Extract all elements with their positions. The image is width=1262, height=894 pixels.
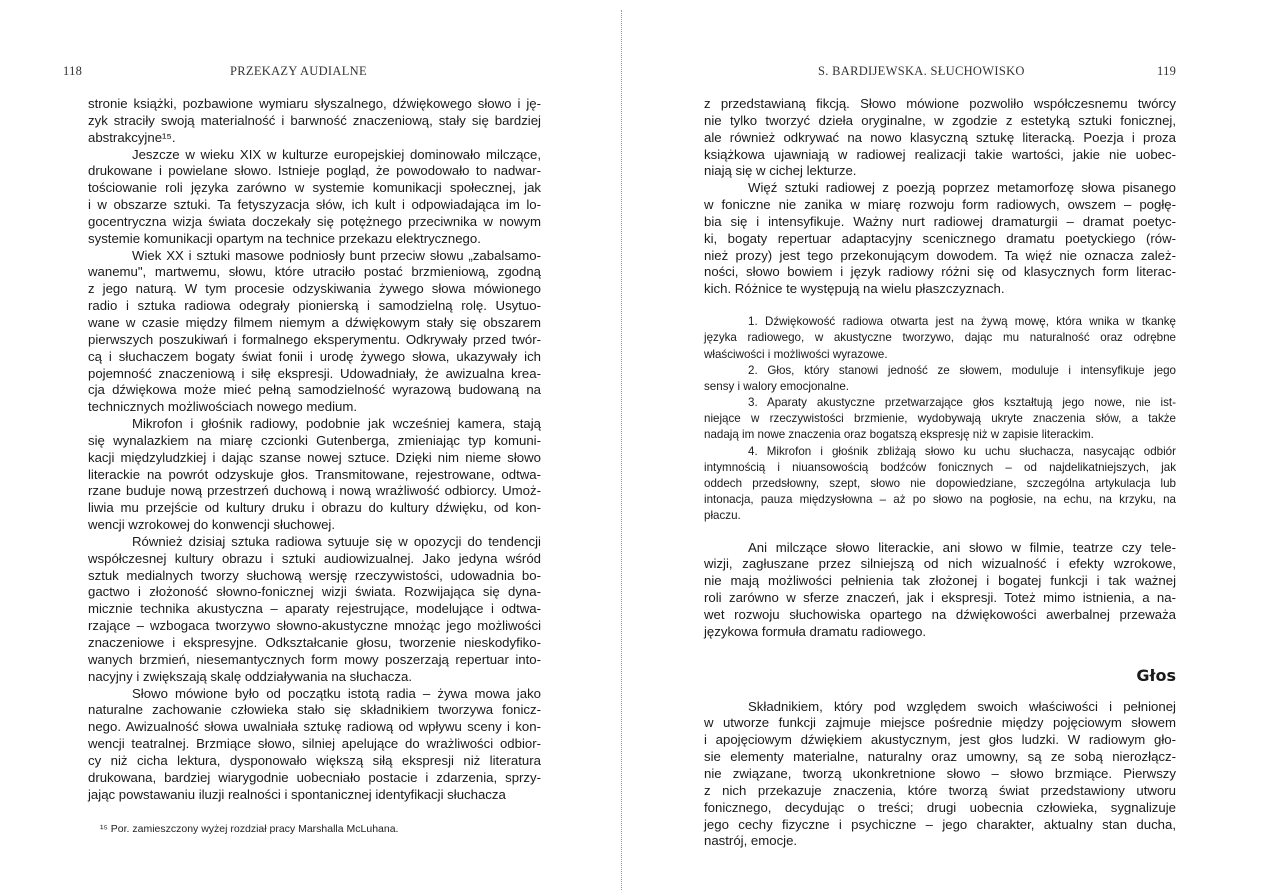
text-line: ale również odkrywać na nowo klasyczną sztukę literacką. Poezja i proza <box>704 129 1176 145</box>
text-line: wane w czasie między filmem niemym a dźwiękowym stały się obszarem <box>88 314 541 330</box>
paragraph <box>88 147 541 248</box>
text-line: wanych brzmień, niesemantycznych form mowy poszerzają repertuar into- <box>88 651 541 667</box>
paragraph <box>704 395 1176 444</box>
text-line: tościowanie roli języka zarówno w systemie komunikacji społecznej, jak <box>88 180 541 196</box>
text-line: intonacja, pauza międzysłowna – aż po słowo na pogłosie, na echu, na krzyku, na <box>704 493 1176 507</box>
paragraph <box>88 248 541 416</box>
paragraph <box>88 96 541 147</box>
paragraph <box>704 699 1176 851</box>
text-line: cy niż cicha lektura, dysponowało większą siłą ekspresji niż literatura <box>88 752 541 768</box>
text-line: radio i sztuka radiowa odegrały pionierską i samodzielną rolę. Usytuo- <box>88 298 541 314</box>
text-line: z jego naturą. W tym procesie odzyskiwania żywego słowa mówionego <box>88 281 541 297</box>
page-number: 118 <box>63 64 83 78</box>
text-line: znaczeniowe i ekspresyjne. Odkształcanie głosu, tworzenie nieskodyfiko- <box>88 635 541 650</box>
text-line: roli zarówno w sferze znaczeń, jak i ekspresji. Toteż mimo istnienia, a na- <box>704 590 1176 606</box>
text-line: płaczu. <box>704 509 741 523</box>
text-line: nie związane, tworzą ukonkretnione słowo – słowo brzmiące. Pierwszy <box>704 766 1176 781</box>
text-line: cja dźwiękowa może mieć pełną samodzielność wyrazową budowaną na <box>88 382 541 398</box>
footnote: ¹⁵ Por. zamieszczony wyżej rozdział pracy Marshalla McLuhana. <box>100 823 399 835</box>
paragraphs-mid <box>704 540 1176 641</box>
paragraph <box>88 416 541 534</box>
paragraph <box>704 363 1176 395</box>
text-line: z nich przekazuje znaczenia, które tworzą świat przedstawiony utworu <box>704 782 1176 798</box>
text-line: intymnością i niuansowością bodźców fonicznych – od najdelikatniejszych, jak <box>704 460 1176 474</box>
text-line: jego cechy fizyczne i psychiczne – jego charakter, aktualny stan ducha, <box>704 816 1176 832</box>
text-line: Jeszcze w wieku XIX w kulturze europejskiej dominowało milczące, <box>132 146 541 162</box>
text-line: Składnikiem, który pod względem swoich właściwości i pełnionej <box>748 698 1176 714</box>
text-line: 3. Aparaty akustyczne przetwarzające głos kształtują jego nowe, nie ist- <box>748 396 1176 410</box>
text-line: Wiek XX i sztuki masowe podniosły bunt przeciw słowu „zabalsamo- <box>132 247 541 263</box>
text-line: wet rozwoju słuchowiska opartego na dźwiękowości awerbalnej przeważa <box>704 606 1176 622</box>
text-line: rzające – wzbogaca tworzywo słowno-akustyczne mnożąc jego możliwości <box>88 618 541 634</box>
text-line: niejące w rzeczywistości brzmienie, wydobywają ukryte znaczenia słów, a także <box>704 412 1176 426</box>
text-line: w foniczne nie zanika w miarę rozwoju form radiowych, owszem – pogłę- <box>704 197 1176 213</box>
text-line: abstrakcyjne¹⁵. <box>88 129 176 145</box>
paragraph <box>704 314 1176 363</box>
running-head: PRZEKAZY AUDIALNE <box>230 64 367 78</box>
paragraph <box>88 686 541 804</box>
numbered-list <box>704 314 1176 524</box>
text-line: gactwo i złożoność słowno-fonicznej wizji świata. Rozwijająca się dyna- <box>88 584 541 600</box>
text-line: drukowane i powielane słowo. Istnieje pogląd, że powodowało to nadwar- <box>88 163 541 179</box>
text-line: jając powstawaniu iluzji realności i spontanicznej identyfikacji słuchacza <box>88 786 506 802</box>
paragraph <box>704 180 1176 298</box>
text-line: Słowo mówione było od początku istotą radia – żywa mowa jako <box>132 685 541 701</box>
text-line: micznie technika akustyczna – aparaty rejestrujące, modelujące i odtwa- <box>88 601 541 617</box>
text-line: wizji, zagłuszane przez silniejszą od nich wizualność i efekty wzrokowe, <box>704 556 1176 572</box>
text-line: oddech przedsłowny, szept, słowo nie dopowiedziane, szczególna artykulacja lub <box>704 477 1176 490</box>
text-line: naturalne zachowanie człowieka stało się składnikiem tworzywa fonicz- <box>88 702 541 718</box>
text-line: językowa formuła dramatu radiowego. <box>704 623 927 639</box>
book-gutter <box>621 10 622 890</box>
text-line: języka radiowego, w akustyczne tworzywo, dając mu naturalność oraz odrębne <box>704 331 1176 345</box>
text-line: systemie komunikacji opartym na technice przekazu elektrycznego. <box>88 230 481 246</box>
text-line: nie mają możliwości pełnienia tak złożonej i bogatej funkcji i tak ważnej <box>704 573 1176 589</box>
text-line: nie tylko tworzyć dzieła oryginalne, w zgodzie z estetyką sztuki fonicznej, <box>704 112 1176 128</box>
text-line: i w obszarze sztuki. Ta fetyszyzacja słów, ich kult i odpowiadająca im lo- <box>88 197 541 213</box>
paragraph <box>704 540 1176 641</box>
text-line: Więź sztuki radiowej z poezją poprzez metamorfozę słowa pisanego <box>748 180 1176 196</box>
paragraph <box>88 534 541 686</box>
text-line: w utworze funkcji zajmuje miejsce pośrednie między pojęciowym słowem <box>704 715 1176 731</box>
text-line: właściwości i możliwości wyrazowe. <box>704 347 888 361</box>
text-line: gocentryczna wizja świata doczekały się potężnego przeciwnika w nowym <box>88 213 541 229</box>
text-line: sie elementy materialne, naturalny oraz umowny, są ze sobą nierozłącz- <box>704 749 1176 765</box>
section-heading: Głos <box>1136 665 1176 685</box>
page-number: 119 <box>1157 64 1177 78</box>
text-line: nacyjny i zwiększają skalę oddziaływania na słuchacza. <box>88 668 412 684</box>
text-line: technicznych możliwościach nowego medium. <box>88 399 357 415</box>
text-line: Również dzisiaj sztuka radiowa sytuuje się w opozycji do tendencji <box>132 533 541 549</box>
body-text <box>88 96 541 803</box>
text-line: niają się w cichej lekturze. <box>704 163 857 179</box>
text-line: wanemu", martwemu, słowu, które utraciło postać brzmieniową, zgodną <box>88 264 541 280</box>
text-line: współczesnej kultury obrazu i sztuki audiowizualnej. Jako jedyna wśród <box>88 550 541 566</box>
text-line: nadają im nowe znaczenia oraz bogatszą ekspresję niż w zapisie literackim. <box>704 428 1094 442</box>
running-head: S. BARDIJEWSKA. SŁUCHOWISKO <box>818 64 1025 78</box>
text-line: nież prozy) jest tego przekonującym dowodem. Ta więź nie oznacza zależ- <box>704 247 1176 263</box>
text-line: 4. Mikrofon i głośnik zbliżają słowo ku uchu słuchacza, nasycając odbiór <box>748 444 1176 458</box>
text-line: fonicznego, decydując o treści; drugi uobecnia człowieka, sygnalizuje <box>704 799 1176 815</box>
body-text <box>704 96 1176 850</box>
text-line: zyk straciły swoją materialność i barwność znaczeniową, stały się bardziej <box>88 112 541 128</box>
paragraph <box>704 444 1176 525</box>
text-line: sensy i walory emocjonalne. <box>704 379 849 393</box>
text-line: pojemność znaczeniową i siłę ekspresji. Udowadniały, że awizualna krea- <box>88 365 541 381</box>
text-line: ności, słowo bowiem i język radiowy różni się od klasycznych form literac- <box>704 264 1176 280</box>
text-line: wencji teatralnej. Brzmiące słowo, silniej apelujące do wrażliwości odbior- <box>88 736 541 752</box>
text-line: rzane buduje nową przestrzeń duchową i nową wrażliwość odbiorcy. Umoż- <box>88 483 541 499</box>
text-line: kich. Różnice te występują na wielu płaszczyznach. <box>704 281 1005 297</box>
text-line: stronie książki, pozbawione wymiaru słyszalnego, dźwiękowego słowo i ję- <box>88 96 541 111</box>
text-line: pierwszych poszukiwań i formalnego eksperymentu. Odkrywały przed twór- <box>88 331 541 347</box>
text-line: książkowa ujawniają w radiowej realizacji takie wartości, jakie nie uobec- <box>704 146 1176 162</box>
text-line: bia się i intensyfikuje. Ważny nurt radiowej dramaturgii – dramat poetyc- <box>704 213 1176 229</box>
text-line: nego. Awizualność słowa uwalniała sztukę radiową od wpływu sceny i kon- <box>88 719 541 735</box>
paragraphs-bottom <box>704 699 1176 851</box>
text-line: ki, bogaty repertuar adaptacyjny scenicznego dramatu poetyckiego (rów- <box>704 230 1176 246</box>
text-line: się wynalazkiem na miarę czcionki Gutenberga, zmieniając typ komuni- <box>88 432 541 448</box>
text-line: Mikrofon i głośnik radiowy, podobnie jak wcześniej kamera, stają <box>132 416 541 432</box>
text-line: 2. Głos, który stanowi jedność ze słowem, moduluje i intensyfikuje jego <box>748 363 1176 377</box>
text-line: liwia mu przejście od kultury druku i obrazu do kultury dźwięku, od kon- <box>88 500 541 516</box>
text-line: cą i słuchaczem bogaty świat fonii i urodę żywego słowa, ukazywały ich <box>88 348 541 364</box>
text-line: z przedstawianą fikcją. Słowo mówione pozwoliło współczesnemu twórcy <box>704 96 1176 111</box>
paragraph <box>704 96 1176 180</box>
text-line: 1. Dźwiękowość radiowa otwarta jest na żywą mowę, która wnika w tkankę <box>748 315 1176 329</box>
text-line: nastrój, emocje. <box>704 833 798 849</box>
paragraphs-top <box>704 96 1176 298</box>
text-line: drukowana, bardziej wiarygodnie uobecniało postacie i zdarzenia, sprzy- <box>88 769 541 785</box>
text-line: sztuk medialnych tworzy słuchową wersję rzeczywistości, udowadnia bo- <box>88 567 541 583</box>
text-line: wencji wzrokowej do konwencji słuchowej. <box>88 517 336 533</box>
text-line: i apojęciowym dźwiękiem akustycznym, jest głos ludzki. W radiowym gło- <box>704 732 1176 748</box>
text-line: literackie na powrót odzyskuje głos. Transmitowane, rejestrowane, odtwa- <box>88 466 541 482</box>
text-line: Ani milczące słowo literackie, ani słowo w filmie, teatrze czy tele- <box>748 539 1176 555</box>
text-line: kacji międzyludzkiej i dając szanse nowej sztuce. Dzięki nim nieme słowo <box>88 449 541 465</box>
